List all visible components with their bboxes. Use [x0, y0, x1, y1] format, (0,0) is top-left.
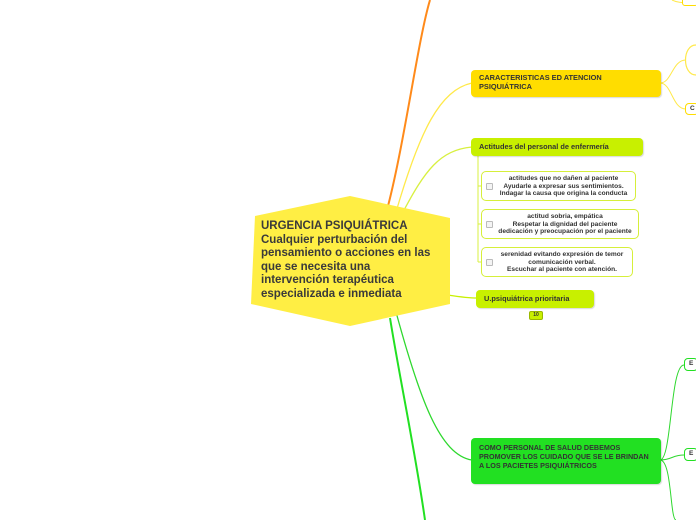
connector-caracteristicas	[396, 83, 472, 212]
subtopic-1-line-2: Ayudarle a expresar sus sentimientos.	[503, 182, 624, 190]
connector-right-c2	[660, 83, 686, 109]
connector-orange	[388, 0, 430, 206]
topic-como-personal-label: COMO PERSONAL DE SALUD DEBEMOS PROMOVER LOS CUIDADO QUE SE LE BRINDAN A LOS PACIETES PSIQUIÁTRICOS	[479, 443, 649, 470]
subtopic-3-line-3: Escuchar al paciente con atención.	[507, 266, 617, 274]
subtopic-2-line-1: actitud sobria, empática	[527, 213, 603, 220]
right-bubble-outline	[686, 45, 696, 75]
connector-green-down	[390, 318, 425, 520]
subtopic-3-line-1: serenidad evitando expresión de temor	[500, 251, 624, 258]
right-node-c[interactable]	[685, 103, 696, 115]
subtopic-3[interactable]	[481, 247, 633, 277]
right-node-e2[interactable]	[684, 448, 696, 461]
right-node-e2-label: E	[689, 450, 694, 457]
connector-right-e3	[660, 460, 676, 520]
right-node-e1-label: E	[689, 360, 694, 367]
right-node-c-label: C	[690, 105, 695, 112]
checkbox-icon[interactable]	[486, 183, 493, 190]
right-node-top-partial[interactable]	[682, 0, 696, 6]
connector-right-e1	[660, 365, 684, 460]
subtopic-1-line-3: Indagar la causa que origina la conducta	[499, 190, 628, 198]
topic-actitudes[interactable]	[471, 138, 643, 156]
connector-right-c1	[660, 60, 686, 83]
subtopic-1-line-1: actitudes que no dañen al paciente	[508, 175, 619, 182]
central-node-text: URGENCIA PSIQUIÁTRICA Cualquier perturbación del pensamiento o acciones en las que se necesita una intervención terapéutica especializada e inmediata	[261, 220, 431, 300]
checkbox-icon[interactable]	[486, 259, 493, 266]
subtopic-2[interactable]	[481, 209, 639, 239]
checkbox-icon[interactable]	[486, 221, 493, 228]
subtopic-3-line-2: comunicación verbal.	[528, 258, 596, 266]
topic-caracteristicas[interactable]	[471, 70, 661, 97]
connector-como-personal	[396, 312, 472, 460]
topic-caracteristicas-label: CARACTERISTICAS ED ATENCION PSIQUIÁTRICA	[479, 73, 602, 91]
right-node-e1[interactable]	[684, 358, 696, 371]
subtopic-1[interactable]	[481, 171, 636, 201]
subtopic-2-line-2: Respetar la dignidad del paciente	[512, 220, 618, 228]
topic-actitudes-label: Actitudes del personal de enfermería	[479, 142, 609, 151]
topic-upsiquiatrica-label: U.psiquiátrica prioritaria	[484, 294, 570, 303]
subtopic-2-line-3: dedicación y preocupación por el paciente	[498, 228, 632, 236]
topic-como-personal[interactable]	[471, 438, 661, 484]
topic-upsiquiatrica[interactable]	[476, 290, 594, 308]
count-badge[interactable]: 10	[529, 311, 543, 320]
